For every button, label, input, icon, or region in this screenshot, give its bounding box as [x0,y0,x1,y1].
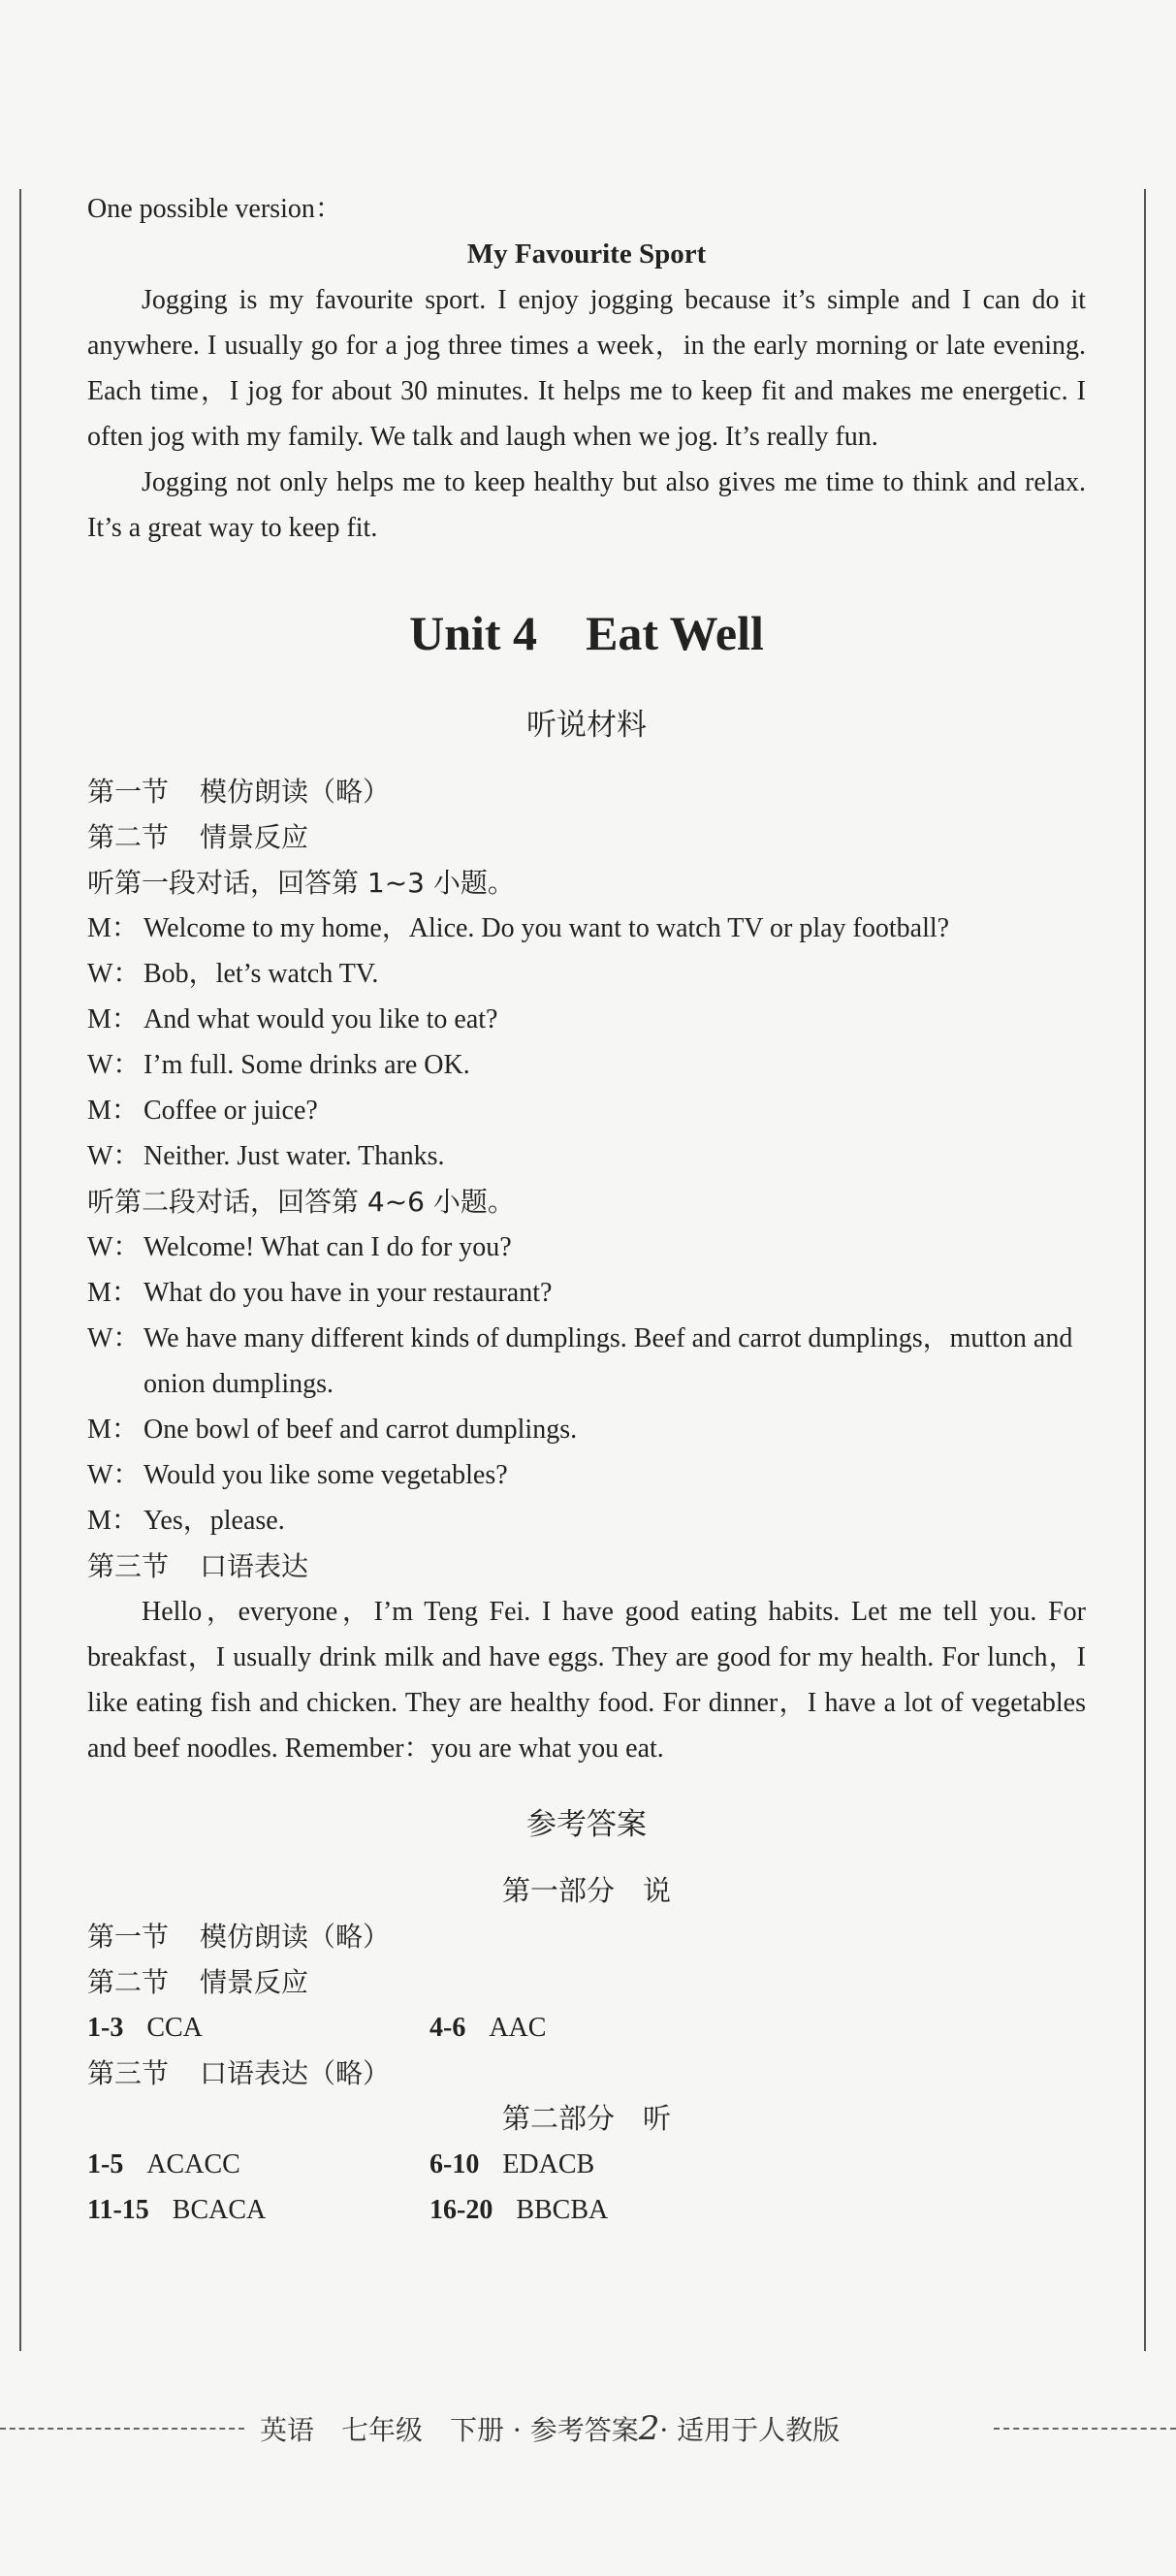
page-footer [0,2404,1176,2453]
answer-row: 1-5 ACACC 6-10 EDACB [87,2149,595,2179]
part-2-title: 第二部分 听 [501,2102,671,2135]
answer-section-1-heading: 第一节 模仿朗读（略） [87,1921,391,1953]
unit-number: Unit 4 [409,606,538,660]
footer-divider-right [994,2428,1176,2430]
dialog-line: M： One bowl of beef and carrot dumplings. [87,1415,578,1445]
page-content [87,186,1086,2233]
listening-title: 听说材料 [526,708,647,743]
footer-text: 英语 七年级 下册 · 参考答案2· 适用于人教版 [260,2409,841,2448]
dialog-1-intro: 听第一段对话，回答第 1~3 小题。 [87,867,515,899]
dialog-line: M： What do you have in your restaurant? [87,1278,553,1308]
answer-section-2-heading: 第二节 情景反应 [87,1966,309,1998]
right-border-line [1144,189,1146,2351]
dialog-line: W： We have many different kinds of dumplings. Beef and carrot dumplings，mutton and onion dumplings. [87,1323,1073,1399]
answer-row: 1-3 CCA 4-6 AAC [87,2013,547,2043]
section-3-heading: 第三节 口语表达 [87,1550,309,1582]
speech-paragraph: Hello，everyone，I’m Teng Fei. I have good eating habits. Let me tell you. For breakfast，I usually drink milk and have eggs. They are good for my health. For lunch，I like eating fish and chicken. They are healthy food. For dinner，I have a lot of vegetables and beef noodles. Remember：you are what you eat. [87,1597,1086,1764]
essay-paragraph-2: Jogging not only helps me to keep healthy but also gives me time to think and relax. It’s a great way to keep fit. [87,467,1086,543]
dialog-line: M： And what would you like to eat? [87,1004,498,1034]
section-1-heading: 第一节 模仿朗读（略） [87,776,391,808]
dialog-line: W： Bob，let’s watch TV. [87,959,379,989]
unit-title [87,604,1086,662]
answers-title: 参考答案 [526,1807,647,1842]
unit-name: Eat Well [586,606,764,660]
left-border-line [19,189,21,2351]
dialog-line: W： Would you like some vegetables? [87,1460,508,1490]
essay-intro: One possible version： [87,194,342,224]
dialog-line: M： Coffee or juice? [87,1096,318,1126]
answer-section-3-heading: 第三节 口语表达（略） [87,2057,391,2089]
section-2-heading: 第二节 情景反应 [87,821,309,853]
essay-paragraph-1: Jogging is my favourite sport. I enjoy jogging because it’s simple and I can do it anywhere. I usually go for a jog three times a week，in the early morning or late evening. Each time，I jog for about 30 minutes. It helps me to keep fit and makes me energetic. I often jog with my family. We talk and laugh when we jog. It’s really fun. [87,285,1086,452]
dialog-line: M： Yes，please. [87,1506,285,1536]
dialog-line: M： Welcome to my home，Alice. Do you want to watch TV or play football? [87,913,950,943]
dialog-2-intro: 听第二段对话，回答第 4~6 小题。 [87,1186,515,1218]
part-1-title: 第一部分 说 [501,1874,671,1907]
footer-divider-left [0,2428,244,2430]
dialog-line: W： Welcome! What can I do for you? [87,1232,512,1262]
dialog-line: W： Neither. Just water. Thanks. [87,1141,445,1171]
dialog-line: W： I’m full. Some drinks are OK. [87,1050,470,1080]
essay-title: My Favourite Sport [466,239,707,270]
page-number: 2 [638,2409,660,2448]
answer-row: 11-15 BCACA 16-20 BBCBA [87,2195,609,2225]
